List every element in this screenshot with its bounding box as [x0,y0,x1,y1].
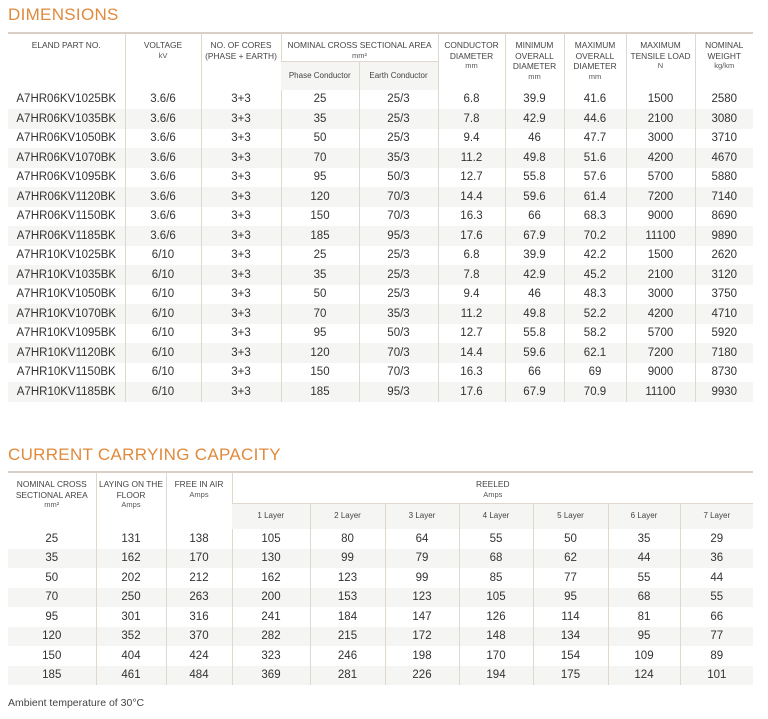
table-cell: 200 [232,588,310,608]
table-cell: 124 [608,666,680,686]
table-cell: 9.4 [438,285,505,305]
table-cell: 241 [232,607,310,627]
table-cell: 2100 [626,109,695,129]
capacity-table [8,473,753,685]
table-cell: A7HR06KV1095BK [8,168,125,188]
table-cell: 301 [96,607,166,627]
table-row [8,109,753,129]
table-row [8,666,753,686]
table-cell: 64 [385,529,459,549]
table-cell: 25 [281,246,359,266]
table-cell: 194 [459,666,533,686]
header-ncsa: NOMINAL CROSS SECTIONAL AREA mm² [281,34,438,62]
table-cell: 105 [459,588,533,608]
table-cell: 42.9 [505,109,564,129]
table-cell: 14.4 [438,187,505,207]
table-cell: 50/3 [359,324,438,344]
table-cell: A7HR10KV1070BK [8,304,125,324]
table-cell: 55 [680,588,753,608]
table-cell: 250 [96,588,166,608]
table-cell: 46 [505,129,564,149]
table-cell: 7200 [626,187,695,207]
table-cell: 3.6/6 [125,90,201,110]
table-cell: 3+3 [201,285,281,305]
table-cell: 9930 [695,382,753,402]
table-cell: 3080 [695,109,753,129]
header-free-air: FREE IN AIR Amps [166,473,232,529]
table-cell: 3+3 [201,129,281,149]
table-row [8,627,753,647]
table-cell: 59.6 [505,187,564,207]
table-cell: A7HR10KV1050BK [8,285,125,305]
table-cell: 68 [459,549,533,569]
table-cell: 185 [8,666,96,686]
table-cell: 55 [608,568,680,588]
table-cell: 6/10 [125,265,201,285]
table-cell: 79 [385,549,459,569]
table-cell: 50 [8,568,96,588]
table-cell: 370 [166,627,232,647]
table-cell: 3.6/6 [125,187,201,207]
table-cell: A7HR10KV1035BK [8,265,125,285]
table-cell: 29 [680,529,753,549]
table-cell: 52.2 [564,304,626,324]
table-cell: 7.8 [438,265,505,285]
table-cell: 185 [281,382,359,402]
table-cell: 99 [310,549,385,569]
table-cell: 25 [8,529,96,549]
table-cell: 70 [8,588,96,608]
table-row [8,246,753,266]
table-cell: 1500 [626,90,695,110]
table-row [8,207,753,227]
table-cell: 162 [96,549,166,569]
table-cell: 81 [608,607,680,627]
table-cell: 3000 [626,285,695,305]
table-row [8,226,753,246]
table-cell: A7HR10KV1185BK [8,382,125,402]
table-cell: 25/3 [359,90,438,110]
table-cell: 70/3 [359,363,438,383]
table-cell: 404 [96,646,166,666]
table-row [8,304,753,324]
table-cell: 212 [166,568,232,588]
table-cell: 3.6/6 [125,207,201,227]
table-row [8,529,753,549]
table-cell: 39.9 [505,246,564,266]
header-floor: LAYING ON THE FLOOR Amps [96,473,166,529]
table-cell: 153 [310,588,385,608]
table-cell: 85 [459,568,533,588]
table-cell: 95 [608,627,680,647]
table-cell: 44.6 [564,109,626,129]
table-cell: 352 [96,627,166,647]
table-cell: 70/3 [359,187,438,207]
table-cell: 6.8 [438,90,505,110]
table-cell: 68 [608,588,680,608]
table-cell: 215 [310,627,385,647]
header-layer: 5 Layer [533,503,608,529]
table-cell: 42.2 [564,246,626,266]
table-cell: 2100 [626,265,695,285]
table-cell: 62 [533,549,608,569]
table-cell: 44 [608,549,680,569]
header-max-diameter: MAXIMUM OVERALL DIAMETER mm [564,34,626,90]
table-cell: 14.4 [438,343,505,363]
header-voltage: VOLTAGE kV [125,34,201,90]
table-cell: 95 [8,607,96,627]
header-layer: 2 Layer [310,503,385,529]
table-cell: 95/3 [359,226,438,246]
header-tensile-load: MAXIMUM TENSILE LOAD N [626,34,695,90]
table-row [8,363,753,383]
table-cell: 3+3 [201,187,281,207]
table-row [8,265,753,285]
header-earth-conductor: Earth Conductor [359,62,438,90]
table-cell: 95 [281,168,359,188]
header-layer: 6 Layer [608,503,680,529]
table-cell: A7HR10KV1025BK [8,246,125,266]
table-cell: 170 [166,549,232,569]
table-cell: 12.7 [438,168,505,188]
table-cell: 3+3 [201,90,281,110]
table-cell: 70/3 [359,343,438,363]
table-cell: 51.6 [564,148,626,168]
table-cell: 68.3 [564,207,626,227]
table-cell: 69 [564,363,626,383]
table-cell: A7HR06KV1025BK [8,90,125,110]
table-cell: 461 [96,666,166,686]
table-cell: 263 [166,588,232,608]
table-cell: 46 [505,285,564,305]
table-cell: A7HR10KV1150BK [8,363,125,383]
table-cell: 25/3 [359,109,438,129]
table-cell: 17.6 [438,226,505,246]
table-cell: A7HR10KV1120BK [8,343,125,363]
table-cell: 95/3 [359,382,438,402]
table-cell: 25 [281,90,359,110]
table-cell: 3120 [695,265,753,285]
table-cell: 3+3 [201,168,281,188]
table-cell: 3+3 [201,109,281,129]
table-cell: 62.1 [564,343,626,363]
table-cell: 4670 [695,148,753,168]
table-cell: 101 [680,666,753,686]
table-cell: 7180 [695,343,753,363]
table-cell: 8690 [695,207,753,227]
table-cell: 25/3 [359,129,438,149]
table-cell: 50/3 [359,168,438,188]
table-cell: 123 [385,588,459,608]
table-cell: 120 [8,627,96,647]
table-cell: 5880 [695,168,753,188]
table-cell: 150 [281,207,359,227]
table-cell: 25/3 [359,246,438,266]
table-cell: 9000 [626,207,695,227]
capacity-title: CURRENT CARRYING CAPACITY [8,445,281,464]
table-cell: 9000 [626,363,695,383]
table-cell: 35 [281,265,359,285]
table-cell: 3+3 [201,246,281,266]
table-cell: 4200 [626,148,695,168]
table-cell: 3.6/6 [125,129,201,149]
table-cell: 6/10 [125,304,201,324]
table-cell: 35/3 [359,148,438,168]
table-cell: 154 [533,646,608,666]
table-cell: 120 [281,343,359,363]
table-cell: 316 [166,607,232,627]
table-cell: 148 [459,627,533,647]
table-cell: 162 [232,568,310,588]
table-cell: 42.9 [505,265,564,285]
table-cell: 282 [232,627,310,647]
table-cell: 55.8 [505,324,564,344]
table-cell: 131 [96,529,166,549]
header-weight: NOMINAL WEIGHT kg/km [695,34,753,90]
table-row [8,90,753,110]
table-cell: 172 [385,627,459,647]
table-cell: 25/3 [359,265,438,285]
table-cell: 6/10 [125,382,201,402]
table-cell: A7HR10KV1095BK [8,324,125,344]
table-cell: 36 [680,549,753,569]
table-cell: 4200 [626,304,695,324]
table-cell: 7200 [626,343,695,363]
table-cell: 3+3 [201,207,281,227]
table-cell: 35 [281,109,359,129]
table-cell: 11100 [626,226,695,246]
table-cell: 45.2 [564,265,626,285]
table-cell: 7.8 [438,109,505,129]
header-phase-conductor: Phase Conductor [281,62,359,90]
table-cell: 39.9 [505,90,564,110]
table-cell: 3750 [695,285,753,305]
table-row [8,382,753,402]
header-layer: 3 Layer [385,503,459,529]
table-cell: 3.6/6 [125,226,201,246]
table-cell: 246 [310,646,385,666]
table-cell: 9890 [695,226,753,246]
table-cell: 150 [281,363,359,383]
table-cell: 3.6/6 [125,168,201,188]
table-cell: 49.8 [505,148,564,168]
table-cell: A7HR06KV1185BK [8,226,125,246]
header-layer: 7 Layer [680,503,753,529]
table-cell: 9.4 [438,129,505,149]
table-cell: 12.7 [438,324,505,344]
table-cell: 16.3 [438,207,505,227]
table-cell: 50 [281,129,359,149]
header-min-diameter: MINIMUM OVERALL DIAMETER mm [505,34,564,90]
table-cell: A7HR06KV1070BK [8,148,125,168]
table-cell: 35 [8,549,96,569]
table-cell: 70/3 [359,207,438,227]
table-row [8,129,753,149]
table-cell: 70 [281,304,359,324]
table-row [8,588,753,608]
table-cell: 48.3 [564,285,626,305]
table-cell: 50 [533,529,608,549]
table-cell: 5700 [626,168,695,188]
table-cell: 226 [385,666,459,686]
table-cell: 185 [281,226,359,246]
table-cell: 1500 [626,246,695,266]
table-cell: 6/10 [125,324,201,344]
table-cell: 3.6/6 [125,109,201,129]
table-cell: 35/3 [359,304,438,324]
table-row [8,148,753,168]
table-cell: 3+3 [201,226,281,246]
table-cell: 66 [505,363,564,383]
table-cell: 95 [533,588,608,608]
table-cell: 134 [533,627,608,647]
table-cell: 50 [281,285,359,305]
table-cell: 67.9 [505,382,564,402]
table-cell: 25/3 [359,285,438,305]
table-cell: 2580 [695,90,753,110]
table-cell: 3+3 [201,343,281,363]
table-row [8,168,753,188]
table-cell: 6/10 [125,363,201,383]
table-cell: 61.4 [564,187,626,207]
table-cell: 6/10 [125,343,201,363]
table-row [8,549,753,569]
table-cell: 120 [281,187,359,207]
table-cell: 3+3 [201,304,281,324]
table-cell: 3+3 [201,148,281,168]
table-cell: 49.8 [505,304,564,324]
table-cell: 66 [505,207,564,227]
table-cell: 424 [166,646,232,666]
table-cell: 3710 [695,129,753,149]
table-cell: 2620 [695,246,753,266]
table-cell: 8730 [695,363,753,383]
table-cell: 4710 [695,304,753,324]
header-cap-ncsa: NOMINAL CROSS SECTIONAL AREA mm² [8,473,96,529]
header-part-no: ELAND PART NO. [8,34,125,90]
table-cell: 109 [608,646,680,666]
table-cell: 11.2 [438,304,505,324]
table-cell: 16.3 [438,363,505,383]
table-cell: 89 [680,646,753,666]
table-cell: 77 [680,627,753,647]
table-cell: 202 [96,568,166,588]
table-cell: A7HR06KV1120BK [8,187,125,207]
table-cell: A7HR06KV1150BK [8,207,125,227]
table-row [8,343,753,363]
table-cell: 130 [232,549,310,569]
header-reeled: REELED Amps [232,473,753,503]
table-cell: 70.9 [564,382,626,402]
table-cell: 35 [608,529,680,549]
table-cell: 7140 [695,187,753,207]
table-cell: 11100 [626,382,695,402]
table-row [8,187,753,207]
table-cell: 170 [459,646,533,666]
table-cell: 17.6 [438,382,505,402]
table-cell: 147 [385,607,459,627]
table-cell: 3.6/6 [125,148,201,168]
table-cell: 150 [8,646,96,666]
table-cell: 114 [533,607,608,627]
table-cell: 70.2 [564,226,626,246]
table-cell: 3000 [626,129,695,149]
table-cell: A7HR06KV1035BK [8,109,125,129]
table-cell: 67.9 [505,226,564,246]
table-cell: 126 [459,607,533,627]
table-row [8,324,753,344]
table-cell: 281 [310,666,385,686]
table-cell: 41.6 [564,90,626,110]
table-cell: 138 [166,529,232,549]
table-cell: 5920 [695,324,753,344]
table-row [8,646,753,666]
table-cell: A7HR06KV1050BK [8,129,125,149]
table-cell: 6/10 [125,246,201,266]
table-cell: 323 [232,646,310,666]
table-cell: 175 [533,666,608,686]
table-cell: 55.8 [505,168,564,188]
header-conductor-diameter: CONDUCTOR DIAMETER mm [438,34,505,90]
table-cell: 58.2 [564,324,626,344]
header-cores: NO. OF CORES (PHASE + EARTH) [201,34,281,90]
table-cell: 6.8 [438,246,505,266]
table-cell: 95 [281,324,359,344]
table-cell: 484 [166,666,232,686]
table-cell: 47.7 [564,129,626,149]
table-row [8,285,753,305]
table-cell: 3+3 [201,265,281,285]
table-cell: 198 [385,646,459,666]
table-cell: 6/10 [125,285,201,305]
table-cell: 59.6 [505,343,564,363]
header-layer: 1 Layer [232,503,310,529]
table-cell: 44 [680,568,753,588]
table-cell: 55 [459,529,533,549]
table-cell: 123 [310,568,385,588]
table-cell: 11.2 [438,148,505,168]
table-cell: 57.6 [564,168,626,188]
dimensions-table [8,34,753,402]
table-cell: 5700 [626,324,695,344]
table-cell: 3+3 [201,324,281,344]
header-layer: 4 Layer [459,503,533,529]
table-cell: 105 [232,529,310,549]
footnote: Ambient temperature of 30°C [8,697,145,709]
table-row [8,607,753,627]
table-cell: 3+3 [201,363,281,383]
table-row [8,568,753,588]
table-cell: 77 [533,568,608,588]
table-cell: 3+3 [201,382,281,402]
table-cell: 80 [310,529,385,549]
table-cell: 184 [310,607,385,627]
table-cell: 66 [680,607,753,627]
dimensions-title: DIMENSIONS [8,5,119,24]
table-cell: 369 [232,666,310,686]
table-cell: 70 [281,148,359,168]
table-cell: 99 [385,568,459,588]
